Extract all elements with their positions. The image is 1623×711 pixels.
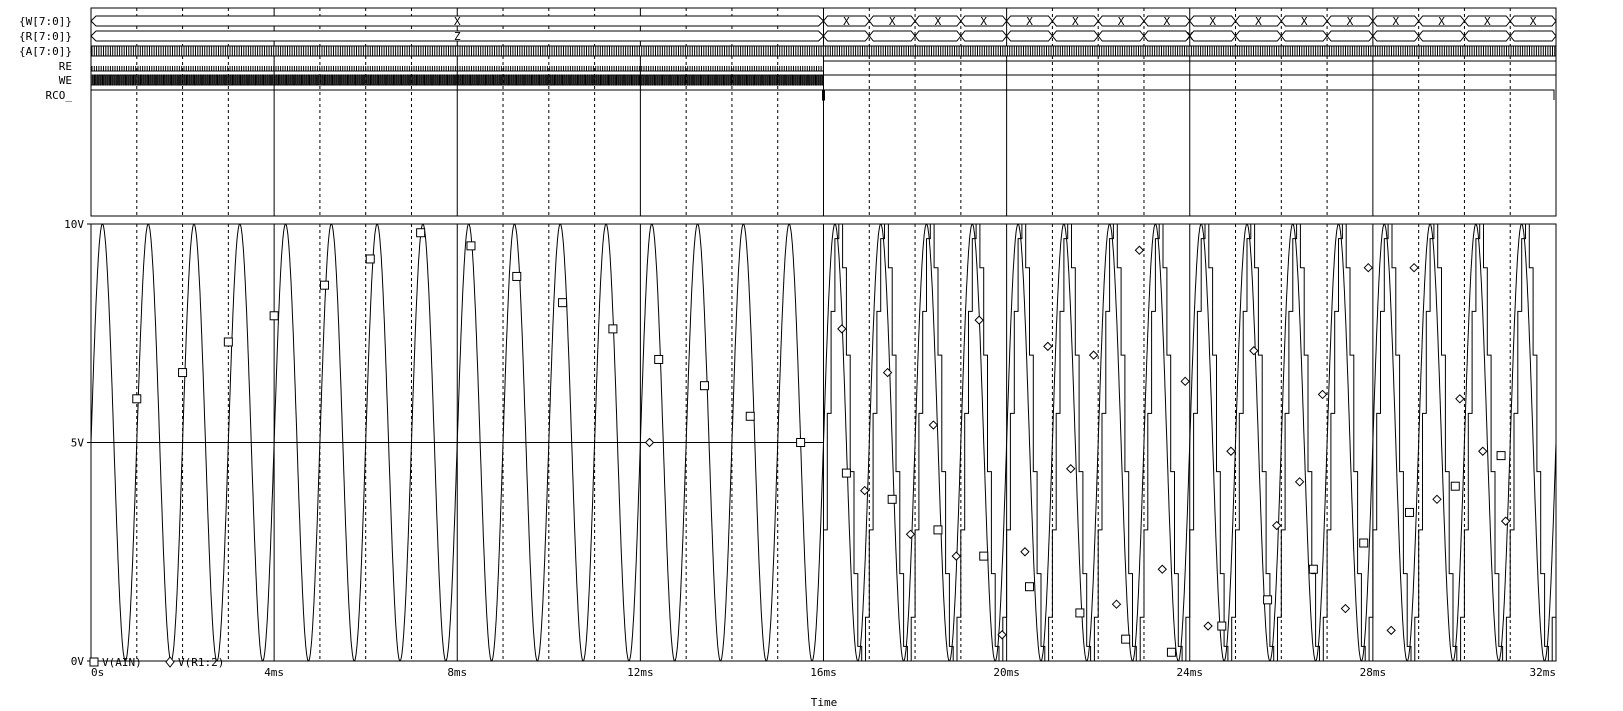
bus-segment: [1144, 31, 1190, 41]
address-bus-trace: [91, 46, 1556, 56]
r1-marker: [1204, 622, 1212, 630]
r1-marker: [1456, 395, 1464, 403]
ain-marker: [133, 395, 141, 403]
r1-marker: [1067, 465, 1075, 473]
bit-transitions: [92, 66, 823, 71]
bus-value-label: X: [934, 15, 942, 28]
ain-marker: [1167, 648, 1175, 656]
bus-value-label: X: [1026, 15, 1033, 28]
bus-segment: [1236, 31, 1282, 41]
y-tick-label: 10V: [64, 218, 84, 231]
ain-marker: [609, 325, 617, 333]
ain-marker: [1497, 452, 1505, 460]
bus-segment: [1007, 31, 1053, 41]
bus-value-label: X: [453, 15, 461, 28]
x-tick-label: 28ms: [1359, 666, 1387, 679]
ain-marker: [1076, 609, 1084, 617]
ain-marker: [888, 495, 896, 503]
ain-marker: [655, 355, 663, 363]
r1-marker: [838, 325, 846, 333]
bus-value-label: X: [1117, 15, 1125, 28]
ain-marker: [366, 255, 374, 263]
r1-marker: [1410, 264, 1418, 272]
bus-value-label: X: [1529, 15, 1537, 28]
bus-segment: [1052, 31, 1098, 41]
ain-marker: [270, 312, 278, 320]
bus-value-label: X: [843, 15, 850, 28]
ain-marker: [1406, 508, 1414, 516]
bus-value-label: Z: [453, 30, 461, 43]
bus-value-label: X: [1438, 15, 1445, 28]
r1-marker: [1341, 605, 1349, 613]
x-tick-label: 32ms: [1529, 666, 1556, 679]
signal-name-label: {W[7:0]}: [19, 15, 72, 28]
y-tick-label: 0V: [70, 655, 84, 668]
ain-marker: [842, 469, 850, 477]
r1-marker: [1502, 517, 1510, 525]
x-tick-label: 24ms: [1176, 666, 1203, 679]
r1-marker: [1158, 565, 1166, 573]
r1-marker: [1387, 626, 1395, 634]
bus-value-label: X: [980, 15, 988, 28]
r1-marker: [1044, 342, 1052, 350]
r1-marker: [1227, 447, 1235, 455]
signal-name-label: WE: [58, 74, 72, 87]
ain-marker: [1264, 596, 1272, 604]
ain-marker: [513, 272, 521, 280]
r1-marker: [929, 421, 937, 429]
r1-marker: [1090, 351, 1098, 359]
analog-plot: [64, 218, 1556, 679]
x-tick-label: 12ms: [627, 666, 654, 679]
ain-marker: [746, 412, 754, 420]
bus-value-label: X: [1300, 15, 1308, 28]
signal-name-label: RE: [58, 60, 72, 73]
r1-marker: [975, 316, 983, 324]
ain-marker: [559, 299, 567, 307]
bus-value-label: X: [1255, 15, 1262, 28]
bus-value-label: X: [1163, 15, 1171, 28]
ain-marker: [1360, 539, 1368, 547]
legend-square-icon: [90, 658, 98, 666]
legend: [90, 656, 224, 669]
bus-value-label: X: [1071, 15, 1079, 28]
r1-marker: [1433, 495, 1441, 503]
legend-label-r1: V(R1:2): [178, 656, 225, 669]
r1-marker: [1021, 548, 1029, 556]
r1-marker: [1113, 600, 1121, 608]
r1-marker: [1319, 390, 1327, 398]
bus-segment: [869, 31, 915, 41]
ain-marker: [980, 552, 988, 560]
r1-marker: [1479, 447, 1487, 455]
bit-trace: [91, 90, 1554, 100]
y-tick-label: 5V: [70, 436, 84, 450]
ain-marker: [224, 338, 232, 346]
bus-segment: [824, 31, 870, 41]
x-tick-label: 4ms: [264, 666, 285, 679]
signal-name-label: RCO_: [45, 89, 72, 102]
r1-marker: [1296, 478, 1304, 486]
r1-marker: [1250, 347, 1258, 355]
r1-marker: [906, 530, 914, 538]
bus-value-label: X: [1346, 15, 1354, 28]
ain-marker: [1026, 583, 1034, 591]
r1-marker: [952, 552, 960, 560]
bus-segment: [915, 31, 961, 41]
ain-marker: [797, 439, 805, 447]
ain-marker: [417, 229, 425, 237]
bus-value-label: X: [888, 15, 896, 28]
bus-segment: [1327, 31, 1373, 41]
ain-marker: [934, 526, 942, 534]
bus-segment: [1464, 31, 1510, 41]
digital-plot: [19, 8, 1556, 216]
bus-segment: [961, 31, 1007, 41]
x-tick-label: 8ms: [447, 666, 468, 679]
r1-marker: [646, 439, 654, 447]
bus-value-label: X: [1186, 30, 1194, 43]
r1-marker: [1364, 264, 1372, 272]
legend-label-ain: V(AIN): [102, 656, 142, 669]
x-tick-label: 16ms: [810, 666, 837, 679]
ain-marker: [1451, 482, 1459, 490]
x-axis-label: Time: [810, 696, 838, 709]
bus-value-label: X: [1392, 15, 1400, 28]
bit-trace: [91, 75, 1556, 85]
bus-value-label: X: [1484, 15, 1491, 28]
bus-segment: [1190, 31, 1236, 41]
ain-marker: [1122, 635, 1130, 643]
x-tick-label: 20ms: [993, 666, 1020, 679]
bus-segment: [1510, 31, 1556, 41]
r1-marker: [1181, 377, 1189, 385]
r1-marker: [1273, 522, 1281, 530]
ain-marker: [467, 242, 475, 250]
signal-name-label: {R[7:0]}: [19, 30, 72, 43]
legend-diamond-icon: [166, 657, 174, 667]
x-tick-label: 0s: [91, 666, 105, 679]
bus-value-label: X: [1209, 15, 1216, 28]
bus-segment: [1098, 31, 1144, 41]
ain-marker: [700, 382, 708, 390]
ain-marker: [1309, 565, 1317, 573]
ain-marker: [1218, 622, 1226, 630]
signal-name-label: {A[7:0]}: [19, 45, 72, 58]
bus-segment: [1281, 31, 1327, 41]
bus-segment: [1419, 31, 1465, 41]
ain-marker: [179, 369, 187, 377]
bus-segment: [1373, 31, 1419, 41]
r1-marker: [1135, 246, 1143, 254]
ain-marker: [320, 281, 328, 289]
